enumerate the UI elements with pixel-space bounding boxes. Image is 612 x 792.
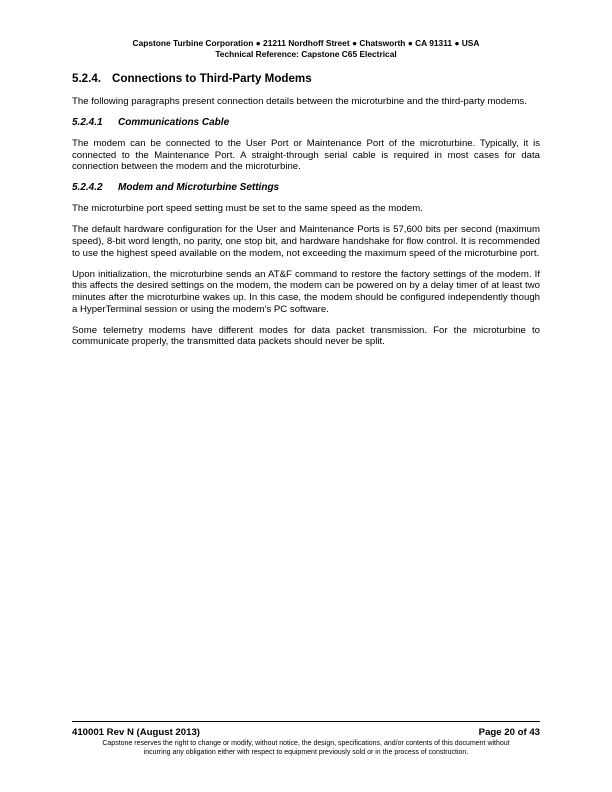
footer-disclaimer: [72, 739, 540, 757]
disclaimer-line: incurring any obligation either with respect to equipment previously sold or in the process of construction.: [143, 749, 469, 756]
page-header: [72, 38, 540, 60]
subsection-number: 5.2.4.2: [72, 182, 103, 194]
page-footer: [72, 727, 540, 738]
subsection-title: Communications Cable: [118, 117, 230, 129]
paragraph: The modem can be connected to the User Port or Maintenance Port of the microturbine. Typically, it is connected to the Maintenance Port. A straight-through serial cable is required in most cases for data connection between the modem and the microturbine.: [72, 138, 540, 173]
header-reference-line: Technical Reference: Capstone C65 Electrical: [215, 49, 397, 59]
subsection-number: 5.2.4.1: [72, 117, 103, 129]
disclaimer-line: Capstone reserves the right to change or modify, without notice, the design, specifications, and/or contents of this document without: [102, 740, 510, 747]
document-body: [72, 72, 540, 357]
footer-divider: [72, 721, 540, 722]
document-id: 410001 Rev N (August 2013): [72, 727, 200, 738]
paragraph: Upon initialization, the microturbine sends an AT&F command to restore the factory settings of the modem. If this affects the desired settings on the modem, the modem can be powered on by a delay timer of at least two minutes after the microturbine wakes up. In this case, the modem should be configured independently though a HyperTerminal session or using the modem’s PC software.: [72, 268, 540, 315]
section-number: 5.2.4.: [72, 72, 102, 85]
subsection-heading-settings: [72, 182, 540, 194]
section-title: Connections to Third-Party Modems: [112, 72, 312, 85]
paragraph: Some telemetry modems have different modes for data packet transmission. For the microturbine to communicate properly, the transmitted data packets should never be split.: [72, 324, 540, 348]
section-intro: The following paragraphs present connection details between the microturbine and the third-party modems.: [72, 96, 527, 107]
subsection-title: Modem and Microturbine Settings: [118, 182, 280, 194]
page-number: Page 20 of 43: [478, 727, 540, 738]
subsection-heading-cable: [72, 117, 540, 129]
paragraph: The microturbine port speed setting must be set to the same speed as the modem.: [72, 203, 423, 215]
header-company-line: Capstone Turbine Corporation ● 21211 Nordhoff Street ● Chatsworth ● CA 91311 ● USA: [132, 38, 480, 48]
section-heading: [72, 72, 540, 86]
paragraph: The default hardware configuration for the User and Maintenance Ports is 57,600 bits per second (maximum speed), 8-bit word length, no parity, one stop bit, and hardware handshake for flow control. It is recommended to use the highest speed available on the modem, not exceeding the maximum speed of the microturbine port.: [72, 224, 540, 259]
